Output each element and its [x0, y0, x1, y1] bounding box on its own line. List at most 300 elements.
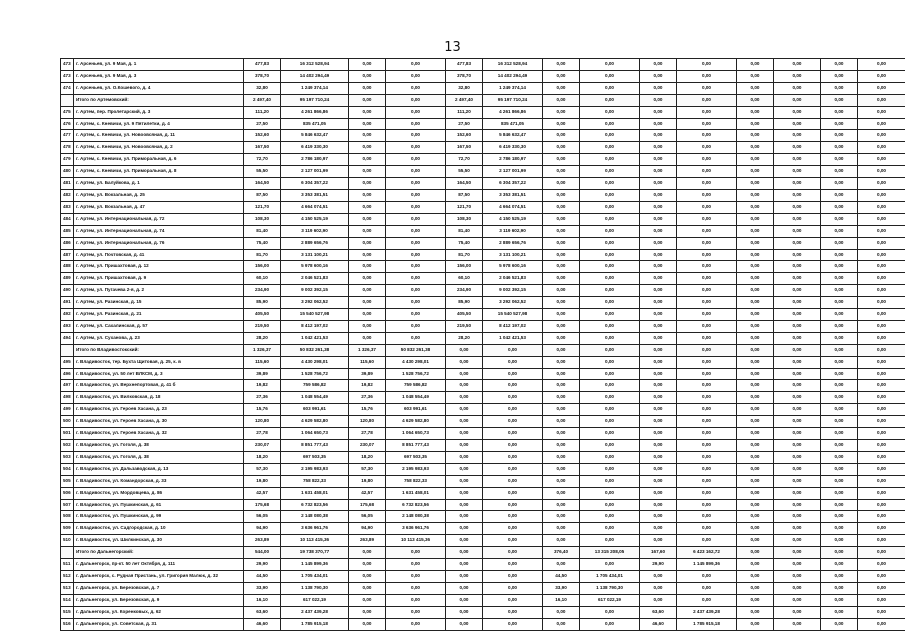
- value-cell: 1 528 756,72: [386, 368, 446, 380]
- row-number-cell: 502: [61, 440, 74, 452]
- value-cell: 164,50: [244, 178, 281, 190]
- table-row: [61, 82, 905, 94]
- value-cell: 0,00: [580, 166, 640, 178]
- value-cell: 0,00: [858, 130, 905, 142]
- value-cell: 544,00: [244, 547, 281, 559]
- value-cell: 1 705 434,01: [281, 570, 349, 582]
- value-cell: 0,00: [483, 475, 543, 487]
- address-cell: г. Дальнегорск, с. Рудная Пристань, ул. Григория Малюк, д. 32: [74, 570, 244, 582]
- value-cell: 115,60: [244, 356, 281, 368]
- value-cell: 3 131 100,21: [281, 249, 349, 261]
- value-cell: 0,00: [386, 213, 446, 225]
- address-cell: г. Владивосток, тер. Бухта Щитовая, д. 25, к. в: [74, 356, 244, 368]
- value-cell: 0,00: [580, 297, 640, 309]
- value-cell: 60,10: [446, 273, 483, 285]
- row-number-cell: 478: [61, 142, 74, 154]
- value-cell: 0,00: [483, 535, 543, 547]
- value-cell: 0,00: [737, 225, 774, 237]
- value-cell: 0,00: [821, 618, 858, 630]
- value-cell: 57,30: [349, 463, 386, 475]
- value-cell: 0,00: [386, 320, 446, 332]
- value-cell: 378,70: [244, 70, 281, 82]
- value-cell: 2 046 521,83: [281, 273, 349, 285]
- value-cell: 0,00: [349, 285, 386, 297]
- table-row: [61, 142, 905, 154]
- value-cell: 0,00: [386, 606, 446, 618]
- value-cell: 2 046 521,83: [483, 273, 543, 285]
- value-cell: 19,80: [244, 475, 281, 487]
- value-cell: 55,50: [244, 166, 281, 178]
- value-cell: 0,00: [483, 511, 543, 523]
- value-cell: 0,00: [774, 273, 821, 285]
- value-cell: 0,00: [858, 570, 905, 582]
- value-cell: 1 326,37: [244, 344, 281, 356]
- value-cell: 0,00: [446, 499, 483, 511]
- value-cell: 0,00: [677, 440, 737, 452]
- value-cell: 0,00: [640, 154, 677, 166]
- value-cell: 0,00: [446, 380, 483, 392]
- value-cell: 1 042 421,53: [483, 332, 543, 344]
- table-row: [61, 273, 905, 285]
- value-cell: 0,00: [774, 213, 821, 225]
- value-cell: 759 586,82: [386, 380, 446, 392]
- value-cell: 0,00: [677, 594, 737, 606]
- value-cell: 0,00: [386, 582, 446, 594]
- value-cell: 0,00: [821, 332, 858, 344]
- value-cell: 0,00: [386, 130, 446, 142]
- value-cell: 0,00: [483, 356, 543, 368]
- value-cell: 81,70: [446, 249, 483, 261]
- value-cell: 0,00: [349, 582, 386, 594]
- value-cell: 0,00: [774, 178, 821, 190]
- value-cell: 0,00: [774, 416, 821, 428]
- value-cell: 0,00: [640, 273, 677, 285]
- value-cell: 0,00: [774, 618, 821, 630]
- table-row: [61, 130, 905, 142]
- value-cell: 0,00: [737, 380, 774, 392]
- value-cell: 0,00: [543, 249, 580, 261]
- value-cell: 603 991,61: [386, 404, 446, 416]
- value-cell: 758 822,33: [386, 475, 446, 487]
- value-cell: 0,00: [737, 332, 774, 344]
- value-cell: 0,00: [677, 344, 737, 356]
- value-cell: 0,00: [774, 320, 821, 332]
- table-row: [61, 547, 905, 559]
- value-cell: 0,00: [737, 463, 774, 475]
- value-cell: 2 148 080,38: [281, 511, 349, 523]
- value-cell: 0,00: [774, 106, 821, 118]
- row-number-cell: 501: [61, 428, 74, 440]
- value-cell: 0,00: [543, 618, 580, 630]
- value-cell: 0,00: [483, 606, 543, 618]
- value-cell: 85,90: [446, 297, 483, 309]
- table-row: [61, 582, 905, 594]
- value-cell: 0,00: [737, 368, 774, 380]
- value-cell: 0,00: [349, 178, 386, 190]
- value-cell: 0,00: [640, 309, 677, 321]
- address-cell: г. Артем, ул. Балуйкова, д. 1: [74, 178, 244, 190]
- table-row: [61, 428, 905, 440]
- value-cell: 15 540 527,98: [281, 309, 349, 321]
- table-row: [61, 94, 905, 106]
- value-cell: 0,00: [858, 285, 905, 297]
- value-cell: 0,00: [858, 380, 905, 392]
- value-cell: 0,00: [858, 344, 905, 356]
- value-cell: 13 315 208,05: [580, 547, 640, 559]
- value-cell: 0,00: [640, 166, 677, 178]
- value-cell: 0,00: [821, 166, 858, 178]
- value-cell: 0,00: [821, 59, 858, 71]
- value-cell: 0,00: [858, 273, 905, 285]
- value-cell: 0,00: [640, 511, 677, 523]
- value-cell: 0,00: [580, 535, 640, 547]
- table-row: [61, 344, 905, 356]
- row-number-cell: 483: [61, 201, 74, 213]
- value-cell: 0,00: [446, 606, 483, 618]
- value-cell: 1 064 650,73: [386, 428, 446, 440]
- value-cell: 0,00: [774, 463, 821, 475]
- row-number-cell: 476: [61, 118, 74, 130]
- value-cell: 0,00: [543, 511, 580, 523]
- value-cell: 33,90: [244, 582, 281, 594]
- value-cell: 0,00: [543, 118, 580, 130]
- table-row: [61, 261, 905, 273]
- value-cell: 0,00: [349, 249, 386, 261]
- value-cell: 0,00: [858, 368, 905, 380]
- value-cell: 0,00: [446, 356, 483, 368]
- value-cell: 16 312 528,94: [483, 59, 543, 71]
- value-cell: 0,00: [858, 463, 905, 475]
- value-cell: 0,00: [483, 451, 543, 463]
- value-cell: 0,00: [677, 380, 737, 392]
- value-cell: 27,50: [446, 118, 483, 130]
- value-cell: 42,57: [349, 487, 386, 499]
- value-cell: 0,00: [349, 618, 386, 630]
- value-cell: 0,00: [580, 82, 640, 94]
- table-row: [61, 523, 905, 535]
- value-cell: 1 705 434,01: [580, 570, 640, 582]
- value-cell: 0,00: [386, 261, 446, 273]
- value-cell: 0,00: [737, 416, 774, 428]
- value-cell: 0,00: [349, 320, 386, 332]
- value-cell: 0,00: [349, 273, 386, 285]
- row-number-cell: 473: [61, 59, 74, 71]
- value-cell: 0,00: [640, 94, 677, 106]
- table-row: [61, 297, 905, 309]
- value-cell: 18,20: [349, 451, 386, 463]
- value-cell: 0,00: [774, 189, 821, 201]
- value-cell: 0,00: [349, 547, 386, 559]
- value-cell: 2 195 983,93: [386, 463, 446, 475]
- value-cell: 0,00: [543, 70, 580, 82]
- value-cell: 0,00: [386, 570, 446, 582]
- value-cell: 3 119 602,90: [281, 225, 349, 237]
- value-cell: 1 138 790,30: [580, 582, 640, 594]
- table-body: [61, 59, 905, 631]
- table-row: [61, 463, 905, 475]
- value-cell: 0,00: [774, 297, 821, 309]
- value-cell: 0,00: [483, 440, 543, 452]
- value-cell: 0,00: [640, 59, 677, 71]
- value-cell: 0,00: [386, 332, 446, 344]
- value-cell: 0,00: [677, 392, 737, 404]
- row-number-cell: 480: [61, 166, 74, 178]
- value-cell: 0,00: [677, 332, 737, 344]
- value-cell: 0,00: [580, 356, 640, 368]
- value-cell: 1 631 458,01: [281, 487, 349, 499]
- value-cell: 0,00: [640, 344, 677, 356]
- value-cell: 1 249 374,14: [281, 82, 349, 94]
- value-cell: 0,00: [774, 59, 821, 71]
- address-cell: г. Владивосток, ул. Мордовцева, д. 86: [74, 487, 244, 499]
- value-cell: 0,00: [821, 261, 858, 273]
- value-cell: 0,00: [543, 261, 580, 273]
- value-cell: 0,00: [821, 178, 858, 190]
- value-cell: 0,00: [580, 154, 640, 166]
- value-cell: 0,00: [446, 523, 483, 535]
- address-cell: г. Артем, ул. Разинская, д. 21: [74, 309, 244, 321]
- value-cell: 0,00: [640, 428, 677, 440]
- value-cell: 87,50: [244, 189, 281, 201]
- value-cell: 0,00: [640, 285, 677, 297]
- value-cell: 0,00: [737, 428, 774, 440]
- value-cell: 94,90: [244, 523, 281, 535]
- value-cell: 405,50: [244, 309, 281, 321]
- value-cell: 0,00: [858, 225, 905, 237]
- row-number-cell: 516: [61, 618, 74, 630]
- value-cell: 0,00: [349, 570, 386, 582]
- value-cell: 0,00: [677, 201, 737, 213]
- address-cell: г. Артем, ул. Пришахтовая, д. 9: [74, 273, 244, 285]
- value-cell: 0,00: [543, 535, 580, 547]
- value-cell: 0,00: [543, 368, 580, 380]
- value-cell: 0,00: [774, 535, 821, 547]
- table-row: [61, 189, 905, 201]
- value-cell: 0,00: [349, 106, 386, 118]
- row-number-cell: 496: [61, 368, 74, 380]
- value-cell: 0,00: [640, 570, 677, 582]
- row-number-cell: 505: [61, 475, 74, 487]
- value-cell: 0,00: [446, 618, 483, 630]
- address-cell: г. Артем, пер. Пролетарский, д. 3: [74, 106, 244, 118]
- value-cell: 0,00: [774, 166, 821, 178]
- value-cell: 0,00: [640, 475, 677, 487]
- address-cell: Итого по Артемовский:: [74, 94, 244, 106]
- value-cell: 0,00: [737, 392, 774, 404]
- row-number-cell: 500: [61, 416, 74, 428]
- address-cell: г. Владивосток, ул. Командорская, д. 33: [74, 475, 244, 487]
- value-cell: 0,00: [774, 70, 821, 82]
- value-cell: 0,00: [446, 392, 483, 404]
- address-cell: г. Дальнегорск, пр-кт. 50 лет Октября, д. 111: [74, 559, 244, 571]
- value-cell: 0,00: [580, 475, 640, 487]
- value-cell: 0,00: [580, 523, 640, 535]
- value-cell: 0,00: [774, 606, 821, 618]
- row-number-cell: 509: [61, 523, 74, 535]
- value-cell: 0,00: [446, 451, 483, 463]
- value-cell: 0,00: [737, 189, 774, 201]
- value-cell: 0,00: [737, 309, 774, 321]
- value-cell: 120,80: [349, 416, 386, 428]
- value-cell: 0,00: [580, 273, 640, 285]
- value-cell: 55,50: [446, 166, 483, 178]
- value-cell: 0,00: [821, 249, 858, 261]
- value-cell: 0,00: [580, 392, 640, 404]
- address-cell: г. Артем, с. Кневичи, ул. Новоовсяная, д. 2: [74, 142, 244, 154]
- value-cell: 0,00: [580, 499, 640, 511]
- address-cell: г. Артем, ул. Интернациональная, д. 72: [74, 213, 244, 225]
- value-cell: 0,00: [543, 166, 580, 178]
- value-cell: 0,00: [821, 82, 858, 94]
- value-cell: 1 785 915,18: [281, 618, 349, 630]
- value-cell: 0,00: [349, 59, 386, 71]
- value-cell: 0,00: [580, 178, 640, 190]
- value-cell: 0,00: [858, 59, 905, 71]
- value-cell: 234,90: [446, 285, 483, 297]
- value-cell: 0,00: [349, 166, 386, 178]
- value-cell: 1 249 374,14: [483, 82, 543, 94]
- value-cell: 405,50: [446, 309, 483, 321]
- value-cell: 0,00: [580, 511, 640, 523]
- value-cell: 758 822,33: [281, 475, 349, 487]
- value-cell: 0,00: [543, 285, 580, 297]
- value-cell: 0,00: [543, 237, 580, 249]
- value-cell: 2 127 001,99: [281, 166, 349, 178]
- table-row: [61, 201, 905, 213]
- value-cell: 0,00: [858, 606, 905, 618]
- value-cell: 0,00: [386, 237, 446, 249]
- value-cell: 50 832 261,38: [386, 344, 446, 356]
- value-cell: 0,00: [483, 368, 543, 380]
- data-table: [60, 58, 905, 631]
- value-cell: 0,00: [543, 309, 580, 321]
- value-cell: 175,68: [349, 499, 386, 511]
- value-cell: 0,00: [677, 309, 737, 321]
- value-cell: 32,80: [446, 82, 483, 94]
- value-cell: 0,00: [677, 499, 737, 511]
- value-cell: 1 048 554,49: [386, 392, 446, 404]
- value-cell: 0,00: [543, 404, 580, 416]
- value-cell: 15 540 527,98: [483, 309, 543, 321]
- value-cell: 0,00: [543, 225, 580, 237]
- value-cell: 0,00: [386, 106, 446, 118]
- value-cell: 0,00: [580, 70, 640, 82]
- value-cell: 44,50: [244, 570, 281, 582]
- value-cell: 0,00: [386, 70, 446, 82]
- value-cell: 0,00: [640, 320, 677, 332]
- value-cell: 63,60: [244, 606, 281, 618]
- value-cell: 0,00: [774, 142, 821, 154]
- value-cell: 0,00: [580, 130, 640, 142]
- value-cell: 0,00: [737, 118, 774, 130]
- value-cell: 0,00: [543, 487, 580, 499]
- value-cell: 0,00: [737, 178, 774, 190]
- value-cell: 29,90: [640, 559, 677, 571]
- value-cell: 0,00: [580, 487, 640, 499]
- value-cell: 19 738 370,77: [281, 547, 349, 559]
- value-cell: 3 292 062,52: [483, 297, 543, 309]
- row-number-cell: 474: [61, 82, 74, 94]
- value-cell: 0,00: [858, 475, 905, 487]
- value-cell: 0,00: [640, 440, 677, 452]
- value-cell: 0,00: [821, 189, 858, 201]
- value-cell: 8 412 197,02: [281, 320, 349, 332]
- value-cell: 0,00: [677, 285, 737, 297]
- address-cell: Итого по Владивостокский:: [74, 344, 244, 356]
- value-cell: 0,00: [446, 463, 483, 475]
- table-row: [61, 309, 905, 321]
- value-cell: 0,00: [737, 106, 774, 118]
- row-number-cell: 479: [61, 154, 74, 166]
- value-cell: 0,00: [446, 475, 483, 487]
- value-cell: 164,50: [446, 178, 483, 190]
- value-cell: 0,00: [386, 618, 446, 630]
- value-cell: 8 851 777,43: [281, 440, 349, 452]
- value-cell: 0,00: [580, 285, 640, 297]
- value-cell: 835 471,05: [281, 118, 349, 130]
- value-cell: 29,90: [244, 559, 281, 571]
- value-cell: 219,50: [244, 320, 281, 332]
- value-cell: 0,00: [774, 559, 821, 571]
- table-row: [61, 166, 905, 178]
- row-number-cell: 488: [61, 261, 74, 273]
- value-cell: 3 636 961,76: [386, 523, 446, 535]
- value-cell: 0,00: [349, 237, 386, 249]
- value-cell: 0,00: [677, 213, 737, 225]
- value-cell: 0,00: [821, 463, 858, 475]
- value-cell: 1 528 756,72: [281, 368, 349, 380]
- address-cell: г. Арсеньев, ул. 9 Мая, д. 3: [74, 70, 244, 82]
- address-cell: г. Владивосток, ул. Шилкинская, д. 30: [74, 535, 244, 547]
- value-cell: 0,00: [543, 451, 580, 463]
- value-cell: 0,00: [677, 582, 737, 594]
- value-cell: 0,00: [821, 570, 858, 582]
- value-cell: 2 127 001,99: [483, 166, 543, 178]
- value-cell: 3 292 062,52: [281, 297, 349, 309]
- value-cell: 0,00: [774, 451, 821, 463]
- value-cell: 0,00: [821, 582, 858, 594]
- value-cell: 0,00: [858, 559, 905, 571]
- value-cell: 0,00: [858, 392, 905, 404]
- address-cell: г. Артем, ул. Почтовская, д. 41: [74, 249, 244, 261]
- row-number-cell: 492: [61, 309, 74, 321]
- value-cell: 0,00: [640, 380, 677, 392]
- value-cell: 16 312 528,94: [281, 59, 349, 71]
- value-cell: 0,00: [737, 82, 774, 94]
- value-cell: 0,00: [543, 559, 580, 571]
- value-cell: 0,00: [858, 356, 905, 368]
- value-cell: 0,00: [640, 70, 677, 82]
- value-cell: 0,00: [386, 142, 446, 154]
- value-cell: 0,00: [774, 440, 821, 452]
- value-cell: 0,00: [774, 356, 821, 368]
- value-cell: 0,00: [543, 178, 580, 190]
- value-cell: 44,50: [543, 570, 580, 582]
- value-cell: 4 261 866,86: [281, 106, 349, 118]
- value-cell: 0,00: [446, 511, 483, 523]
- table-row: [61, 451, 905, 463]
- value-cell: 1 064 650,73: [281, 428, 349, 440]
- address-cell: г. Артем, с. Кневичи, ул. Приморальная, д. 8: [74, 166, 244, 178]
- value-cell: 0,00: [737, 344, 774, 356]
- address-cell: г. Арсеньев, ул. 9 Мая, д. 1: [74, 59, 244, 71]
- address-cell: г. Дальнегорск, ул. Березовская, д. 7: [74, 582, 244, 594]
- row-number-cell: 497: [61, 380, 74, 392]
- address-cell: Итого по Дальнегорский:: [74, 547, 244, 559]
- value-cell: 85,90: [244, 297, 281, 309]
- value-cell: 0,00: [580, 320, 640, 332]
- value-cell: 5 846 632,47: [281, 130, 349, 142]
